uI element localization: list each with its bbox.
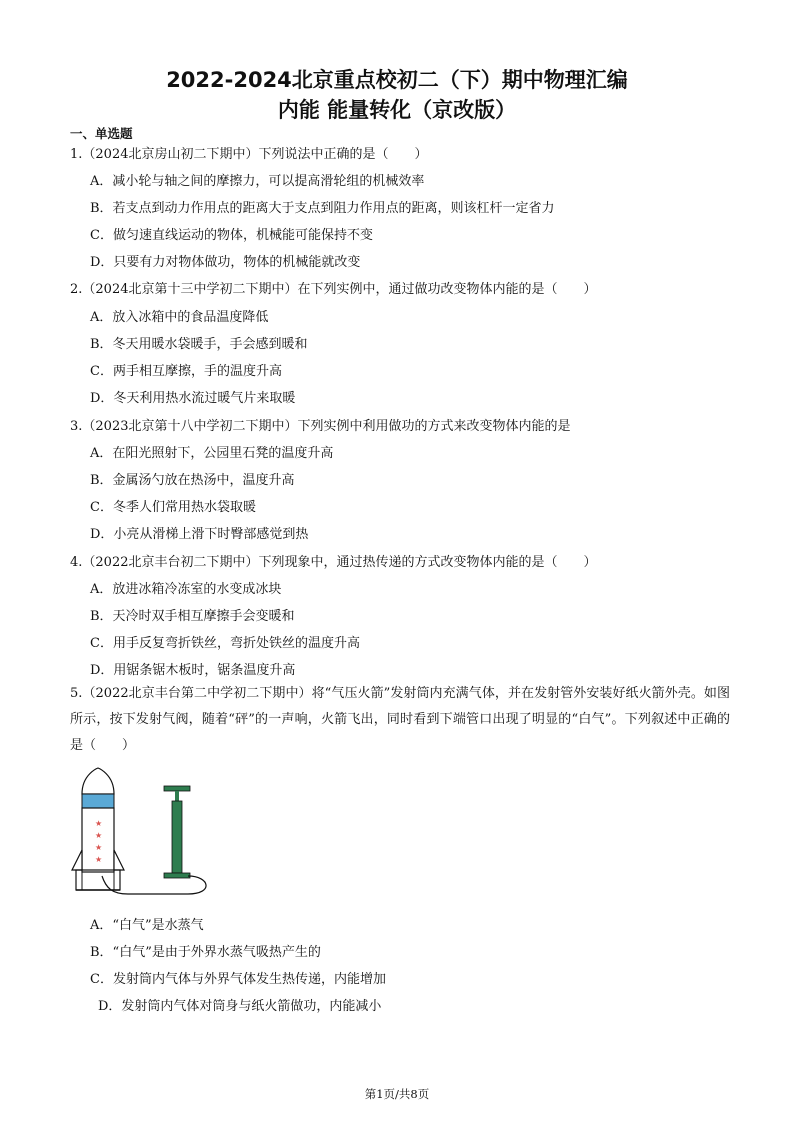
page-subtitle: 内能 能量转化（京改版） — [277, 98, 517, 122]
page-title: 2022-2024北京重点校初二（下）期中物理汇编 — [166, 68, 628, 92]
question-2-option-b: B．冬天用暖水袋暖手，手会感到暖和 — [90, 337, 308, 352]
question-3-option-d: D．小亮从滑梯上滑下时臀部感觉到热 — [90, 527, 309, 542]
question-3-option-c: C．冬季人们常用热水袋取暖 — [90, 500, 256, 515]
question-1-option-b: B．若支点到动力作用点的距离大于支点到阻力作用点的距离，则该杠杆一定省力 — [90, 201, 555, 216]
svg-text:★: ★ — [95, 855, 103, 864]
question-1-option-c: C．做匀速直线运动的物体，机械能可能保持不变 — [90, 228, 373, 243]
svg-text:★: ★ — [95, 843, 103, 852]
pump-icon — [164, 786, 190, 878]
rocket-pump-figure — [68, 764, 218, 896]
question-5-option-c: C．发射筒内气体与外界气体发生热传递，内能增加 — [90, 972, 386, 987]
question-3-option-a: A．在阳光照射下，公园里石凳的温度升高 — [90, 446, 334, 461]
question-2-stem: 2.（2024北京第十三中学初二下期中）在下列实例中，通过做功改变物体内能的是（ ） — [70, 282, 597, 297]
question-5-option-d: D．发射筒内气体对筒身与纸火箭做功，内能减小 — [98, 999, 382, 1014]
svg-text:★: ★ — [95, 831, 103, 840]
question-1-option-d: D．只要有力对物体做功，物体的机械能就改变 — [90, 255, 361, 270]
question-4-option-d: D．用锯条锯木板时，锯条温度升高 — [90, 663, 296, 678]
question-5-stem: 5.（2022北京丰台第二中学初二下期中）将“气压火箭”发射筒内充满气体，并在发射管外安装好纸火箭外壳。如图所示，按下发射气阀，随着“砰”的一声响，火箭飞出，同时看到下端管口出现了明显的“白气”。下列叙述中正确的是（ ） — [70, 686, 730, 753]
question-2-option-c: C．两手相互摩擦，手的温度升高 — [90, 364, 282, 379]
question-5-option-a: A．“白气”是水蒸气 — [90, 918, 204, 933]
question-3-stem: 3.（2023北京第十八中学初二下期中）下列实例中利用做功的方式来改变物体内能的是 — [70, 419, 571, 434]
question-1-stem: 1.（2024北京房山初二下期中）下列说法中正确的是（ ） — [70, 147, 428, 162]
question-1-option-a: A．减小轮与轴之间的摩擦力，可以提高滑轮组的机械效率 — [90, 174, 425, 189]
hose-icon — [102, 876, 206, 894]
question-4-option-a: A．放进冰箱冷冻室的水变成冰块 — [90, 582, 282, 597]
question-2-option-d: D．冬天利用热水流过暖气片来取暖 — [90, 391, 296, 406]
question-4-stem: 4.（2022北京丰台初二下期中）下列现象中，通过热传递的方式改变物体内能的是（ ） — [70, 555, 597, 570]
page-number: 第1页/共8页 — [364, 1087, 430, 1101]
question-4-option-c: C．用手反复弯折铁丝，弯折处铁丝的温度升高 — [90, 636, 360, 651]
question-2-option-a: A．放入冰箱中的食品温度降低 — [90, 310, 269, 325]
svg-text:★: ★ — [95, 819, 103, 828]
question-4-option-b: B．天冷时双手相互摩擦手会变暖和 — [90, 609, 295, 624]
question-5-option-b: B．“白气”是由于外界水蒸气吸热产生的 — [90, 945, 321, 960]
rocket-icon — [72, 768, 124, 890]
section-heading: 一、单选题 — [70, 126, 133, 141]
question-3-option-b: B．金属汤勺放在热汤中，温度升高 — [90, 473, 295, 488]
